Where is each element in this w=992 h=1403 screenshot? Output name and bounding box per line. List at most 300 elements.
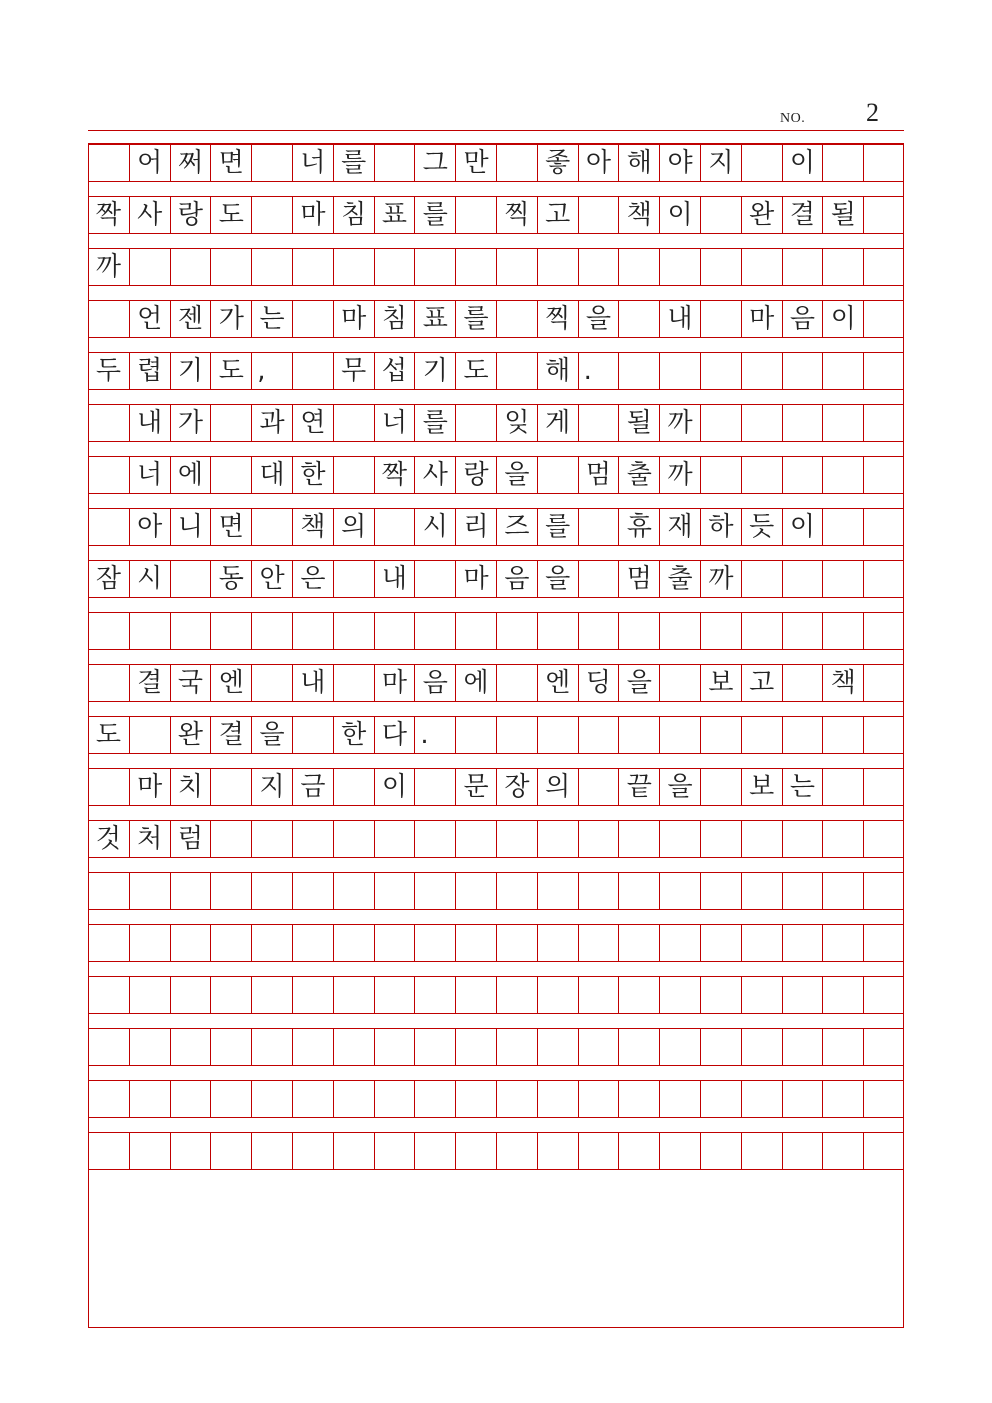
manuscript-cell: 대 [251,457,292,493]
manuscript-cell: 이 [374,769,415,805]
manuscript-cell [210,249,251,285]
manuscript-cell [741,925,782,961]
manuscript-cell [210,405,251,441]
manuscript-cell [496,925,537,961]
manuscript-cell [822,821,863,857]
manuscript-cell [251,197,292,233]
manuscript-cell [129,717,170,753]
manuscript-cell [455,873,496,909]
manuscript-cell: 야 [659,145,700,181]
manuscript-cell [863,613,904,649]
manuscript-cell [700,977,741,1013]
manuscript-cell [251,873,292,909]
manuscript-cell [170,977,211,1013]
manuscript-cell: 너 [292,145,333,181]
manuscript-cell [782,1081,823,1117]
manuscript-cell [578,613,619,649]
manuscript-cell: 국 [170,665,211,701]
manuscript-cell [618,1081,659,1117]
manuscript-cell [659,613,700,649]
manuscript-cell: 짝 [95,200,121,230]
manuscript-cell: 침 [333,197,374,233]
manuscript-row [88,1080,904,1118]
manuscript-cell [496,249,537,285]
manuscript-cell: 까 [95,252,121,282]
manuscript-cell [455,821,496,857]
manuscript-cell [822,561,863,597]
manuscript-cell [659,977,700,1013]
manuscript-cell [700,873,741,909]
manuscript-cell: 마 [333,301,374,337]
manuscript-row [88,144,904,182]
manuscript-cell [455,1133,496,1169]
manuscript-cell [414,873,455,909]
manuscript-cell [863,301,904,337]
manuscript-cell [863,769,904,805]
manuscript-cell [374,613,415,649]
manuscript-cell: 침 [374,301,415,337]
manuscript-cell [863,1029,904,1065]
manuscript-cell: 아 [578,145,619,181]
manuscript-cell [210,613,251,649]
manuscript-cell [659,1133,700,1169]
manuscript-cell: 보 [741,769,782,805]
manuscript-cell [700,1029,741,1065]
manuscript-cell: 문 [455,769,496,805]
manuscript-cell [251,509,292,545]
manuscript-cell [741,561,782,597]
manuscript-cell [374,1133,415,1169]
manuscript-cell [251,1133,292,1169]
manuscript-cell [333,665,374,701]
manuscript-cell [251,249,292,285]
manuscript-cell: 해 [618,145,659,181]
manuscript-cell [210,1029,251,1065]
manuscript-cell [414,1133,455,1169]
manuscript-cell: 쩌 [170,145,211,181]
manuscript-cell: 럼 [170,821,211,857]
manuscript-row [88,664,904,702]
manuscript-cell: 만 [455,145,496,181]
manuscript-cell: 치 [170,769,211,805]
manuscript-cell [374,925,415,961]
manuscript-cell [333,405,374,441]
manuscript-cell [333,873,374,909]
manuscript-cell [414,1029,455,1065]
manuscript-cell [782,1133,823,1169]
manuscript-cell: 시 [129,561,170,597]
manuscript-cell: 를 [537,509,578,545]
manuscript-cell: 을 [659,769,700,805]
manuscript-cell [210,1133,251,1169]
manuscript-cell [741,353,782,389]
manuscript-cell [659,717,700,753]
manuscript-cell [741,405,782,441]
manuscript-cell [741,717,782,753]
manuscript-cell [537,1029,578,1065]
manuscript-cell [700,613,741,649]
manuscript-cell [700,769,741,805]
manuscript-cell [333,613,374,649]
manuscript-cell: 책 [618,197,659,233]
manuscript-cell [88,613,129,649]
manuscript-cell [88,1081,129,1117]
manuscript-cell [88,925,129,961]
manuscript-cell [170,1029,211,1065]
manuscript-row [88,1132,904,1170]
manuscript-cell [618,1029,659,1065]
manuscript-cell: 게 [537,405,578,441]
manuscript-cell: 고 [537,197,578,233]
manuscript-cell [782,561,823,597]
manuscript-cell: 한 [292,457,333,493]
manuscript-cell [455,1081,496,1117]
manuscript-cell [455,249,496,285]
manuscript-cell [496,145,537,181]
manuscript-cell [333,249,374,285]
manuscript-cell [741,457,782,493]
manuscript-cell [741,1081,782,1117]
manuscript-cell [700,353,741,389]
manuscript-cell [822,925,863,961]
manuscript-cell [618,249,659,285]
manuscript-cell [863,925,904,961]
manuscript-cell: 동 [210,561,251,597]
manuscript-cell [88,301,129,337]
manuscript-row [88,300,904,338]
manuscript-cell [414,769,455,805]
manuscript-cell [374,1081,415,1117]
manuscript-cell: 까 [659,405,700,441]
manuscript-cell [578,1133,619,1169]
manuscript-cell [170,561,211,597]
page-number-label: NO. [780,111,806,126]
manuscript-cell [863,353,904,389]
manuscript-cell [374,977,415,1013]
manuscript-cell: 을 [496,457,537,493]
manuscript-cell [659,925,700,961]
manuscript-cell [129,873,170,909]
manuscript-cell [782,353,823,389]
manuscript-cell: 끝 [618,769,659,805]
manuscript-cell [333,561,374,597]
manuscript-cell [822,769,863,805]
manuscript-cell [292,977,333,1013]
manuscript-cell: 마 [129,769,170,805]
manuscript-cell [170,1133,211,1169]
manuscript-cell [822,509,863,545]
manuscript-cell [129,977,170,1013]
manuscript-cell [374,1029,415,1065]
manuscript-cell [414,249,455,285]
manuscript-cell: 다 [374,717,415,753]
manuscript-cell: 내 [659,301,700,337]
manuscript-cell [578,249,619,285]
manuscript-cell: 마 [741,301,782,337]
manuscript-cell [414,925,455,961]
manuscript-cell [659,873,700,909]
manuscript-cell [333,925,374,961]
manuscript-cell: 연 [292,405,333,441]
manuscript-cell: 랑 [455,457,496,493]
manuscript-cell [822,405,863,441]
manuscript-row [88,768,904,806]
manuscript-cell [863,821,904,857]
manuscript-cell: 것 [95,824,121,854]
manuscript-cell [292,1081,333,1117]
manuscript-row [88,924,904,962]
manuscript-cell: 도 [210,197,251,233]
manuscript-cell: 도 [210,353,251,389]
manuscript-cell [537,821,578,857]
manuscript-cell [578,405,619,441]
manuscript-cell: 면 [210,509,251,545]
manuscript-cell [822,1133,863,1169]
manuscript-cell: 내 [292,665,333,701]
manuscript-cell: 기 [170,353,211,389]
manuscript-cell [455,977,496,1013]
manuscript-cell [414,821,455,857]
manuscript-cell: 한 [333,717,374,753]
manuscript-cell [88,665,129,701]
manuscript-cell [170,249,211,285]
manuscript-cell [863,717,904,753]
manuscript-cell: 엔 [537,665,578,701]
manuscript-cell [292,873,333,909]
manuscript-cell: 기 [414,353,455,389]
manuscript-cell [374,249,415,285]
manuscript-cell: 이 [822,301,863,337]
manuscript-cell: 를 [333,145,374,181]
manuscript-cell [782,873,823,909]
manuscript-cell [659,665,700,701]
manuscript-cell [863,665,904,701]
manuscript-row [88,976,904,1014]
manuscript-cell [414,1081,455,1117]
manuscript-cell [578,873,619,909]
manuscript-cell: 까 [659,457,700,493]
manuscript-cell: 에 [455,665,496,701]
manuscript-cell [618,301,659,337]
manuscript-cell [782,925,823,961]
manuscript-cell [863,145,904,181]
manuscript-cell [618,873,659,909]
manuscript-cell: 는 [251,301,292,337]
manuscript-cell [414,561,455,597]
manuscript-cell [292,353,333,389]
manuscript-cell [88,457,129,493]
manuscript-cell [700,925,741,961]
manuscript-cell: 완 [170,717,211,753]
manuscript-cell [700,197,741,233]
manuscript-cell [129,1133,170,1169]
manuscript-cell [863,249,904,285]
manuscript-cell: 를 [414,405,455,441]
manuscript-cell [578,1081,619,1117]
manuscript-cell: 음 [782,301,823,337]
manuscript-cell: 좋 [537,145,578,181]
manuscript-row [88,196,904,234]
manuscript-cell: 장 [496,769,537,805]
manuscript-cell: . [578,353,619,389]
manuscript-cell [496,1029,537,1065]
manuscript-cell: 시 [414,509,455,545]
manuscript-cell [537,249,578,285]
manuscript-cell: 완 [741,197,782,233]
manuscript-cell [455,1029,496,1065]
manuscript-row [88,560,904,598]
manuscript-cell: 까 [700,561,741,597]
manuscript-cell: 이 [659,197,700,233]
manuscript-cell [537,1081,578,1117]
manuscript-cell: 보 [700,665,741,701]
manuscript-cell [863,873,904,909]
manuscript-cell: 딩 [578,665,619,701]
manuscript-cell: 를 [455,301,496,337]
manuscript-cell: 책 [292,509,333,545]
manuscript-cell: 어 [129,145,170,181]
manuscript-cell [414,977,455,1013]
manuscript-cell [292,821,333,857]
manuscript-cell: 될 [822,197,863,233]
manuscript-cell [210,457,251,493]
manuscript-row [88,248,904,286]
manuscript-cell [88,1029,129,1065]
manuscript-cell: 내 [374,561,415,597]
manuscript-row [88,612,904,650]
manuscript-cell [578,509,619,545]
manuscript-cell [496,665,537,701]
manuscript-cell: 음 [414,665,455,701]
manuscript-cell [537,457,578,493]
manuscript-cell [822,457,863,493]
page-number: 2 [866,98,879,127]
manuscript-cell [210,1081,251,1117]
manuscript-cell: 짝 [374,457,415,493]
manuscript-cell [822,1081,863,1117]
manuscript-cell [129,925,170,961]
manuscript-cell [88,145,129,181]
manuscript-cell [496,353,537,389]
manuscript-cell: 을 [578,301,619,337]
manuscript-row [88,456,904,494]
manuscript-cell [741,613,782,649]
manuscript-cell [210,925,251,961]
manuscript-cell: 멈 [578,457,619,493]
manuscript-cell: 출 [618,457,659,493]
manuscript-row [88,1028,904,1066]
manuscript-cell: 그 [414,145,455,181]
manuscript-cell [618,1133,659,1169]
manuscript-cell [618,613,659,649]
manuscript-cell [578,717,619,753]
manuscript-cell [170,1081,211,1117]
manuscript-row [88,352,904,390]
manuscript-cell [537,925,578,961]
manuscript-cell [170,873,211,909]
manuscript-cell [700,717,741,753]
manuscript-cell: 렵 [129,353,170,389]
manuscript-cell: 리 [455,509,496,545]
manuscript-cell [292,925,333,961]
manuscript-cell [822,873,863,909]
manuscript-cell [333,977,374,1013]
manuscript-cell: 내 [129,405,170,441]
manuscript-cell [822,249,863,285]
manuscript-cell [578,821,619,857]
manuscript-cell [822,717,863,753]
manuscript-cell: 찍 [496,197,537,233]
manuscript-cell [741,821,782,857]
manuscript-cell: 너 [129,457,170,493]
manuscript-cell: 재 [659,509,700,545]
manuscript-row [88,508,904,546]
manuscript-cell [170,613,211,649]
manuscript-cell [700,821,741,857]
manuscript-cell [292,717,333,753]
manuscript-cell [333,1029,374,1065]
manuscript-cell: , [251,353,292,389]
manuscript-cell [700,1133,741,1169]
manuscript-cell [292,301,333,337]
manuscript-cell [374,145,415,181]
manuscript-cell: 가 [210,301,251,337]
manuscript-cell [782,977,823,1013]
manuscript-cell [88,769,129,805]
manuscript-cell: 잠 [95,564,121,594]
manuscript-cell [292,613,333,649]
manuscript-cell [822,613,863,649]
manuscript-cell: 의 [333,509,374,545]
manuscript-cell [863,1133,904,1169]
manuscript-cell: 언 [129,301,170,337]
manuscript-cell [782,821,823,857]
manuscript-cell: 섭 [374,353,415,389]
manuscript-cell [496,717,537,753]
manuscript-cell [578,561,619,597]
manuscript-cell: 는 [782,769,823,805]
manuscript-cell: 휴 [618,509,659,545]
manuscript-row [88,820,904,858]
manuscript-cell [741,145,782,181]
manuscript-cell: . [414,717,455,753]
manuscript-cell [863,561,904,597]
manuscript-cell [822,1029,863,1065]
manuscript-cell: 마 [374,665,415,701]
manuscript-cell [251,977,292,1013]
manuscript-cell [741,249,782,285]
manuscript-cell: 이 [782,145,823,181]
manuscript-cell [741,1133,782,1169]
manuscript-cell: 가 [170,405,211,441]
manuscript-cell [129,613,170,649]
manuscript-cell: 의 [537,769,578,805]
manuscript-cell [659,1029,700,1065]
manuscript-cell: 잊 [496,405,537,441]
manuscript-cell [496,613,537,649]
manuscript-cell: 을 [618,665,659,701]
manuscript-cell: 엔 [210,665,251,701]
manuscript-cell: 도 [95,720,121,750]
manuscript-cell [700,457,741,493]
manuscript-cell [618,977,659,1013]
manuscript-cell [741,1029,782,1065]
manuscript-cell: 듯 [741,509,782,545]
manuscript-cell [210,977,251,1013]
manuscript-cell [374,873,415,909]
manuscript-cell: 에 [170,457,211,493]
manuscript-cell [496,1081,537,1117]
